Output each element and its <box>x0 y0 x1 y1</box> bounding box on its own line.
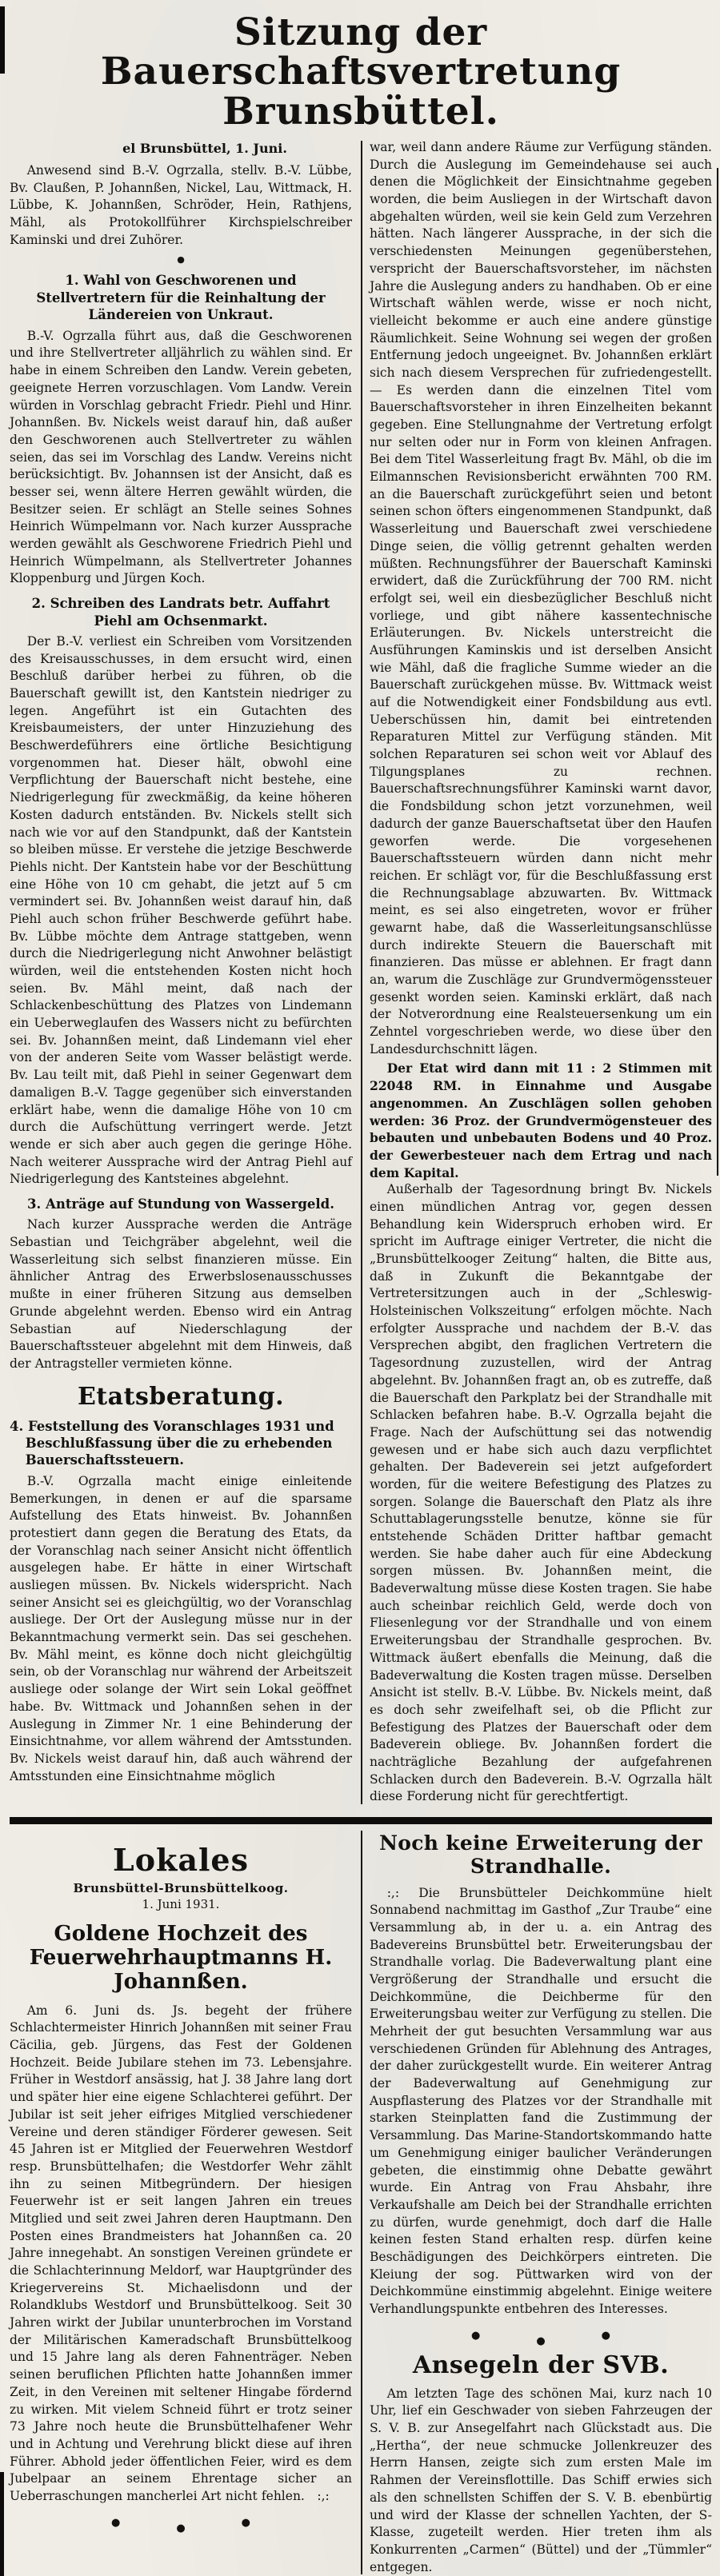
main-headline: Sitzung der Bauerschaftsvertretung Brunsbüttel. <box>100 10 622 134</box>
separator-dot: ● <box>241 2516 251 2529</box>
scan-artifact-left-top <box>0 6 5 74</box>
scan-artifact-left-bottom <box>0 2472 4 2576</box>
separator-dot: ● <box>536 2334 546 2347</box>
meeting-report-section <box>10 139 712 1806</box>
section-divider-rule <box>10 1817 712 1824</box>
lokales-heading: Lokales <box>112 1842 250 1879</box>
golden-wedding-headline: Goldene Hochzeit des Feuerwehrhauptmanns H. Johannßen. <box>29 1922 333 1994</box>
etat-continuation-paragraph: war, weil dann andere Räume zur Verfügung ständen. Durch die Auslegung im Gemeindehause sei auch denen die Möglichkeit der Einsichtnahme gegeben worden, die beim Ausliegen in der Wirtschaft davon abgehalten würden, weil sie kein Geld zum Verzehren hätten. Nach längerer Aussprache, in der sich die verschiedensten Meinungen gegenüberstehen, verspricht der Bauerschaftsvorsteher, im nächsten Jahre die Auslegung anders zu handhaben. Ob er eine Wirtschaft wählen werde, wisse er noch nicht, vielleicht bekomme er auch eine andere günstige Räumlichkeit. Seine Wohnung sei wegen der großen Entfernung jedoch ungeeignet. Bv. Johannßen erklärt sich nach diesem Versprechen für zufriedengestellt. — Es werden dann die einzelnen Titel vom Bauerschaftsvorsteher in ihren Einzelheiten bekannt gegeben. Eine Stellungnahme der Vertretung erfolgt nur selten oder nur in Form von kleinen Anfragen. Bei dem Titel Wasserleitung fragt Bv. Mähl, ob die im Eilmannschen Revisionsbericht erwähnten 700 RM. an die Bauerschaft zurückgeführt seien und betont seinen schon öfters eingenommenen Standpunkt, daß Wasserleitung und Bauerschaft zwei verschiedene Dinge seien, die völlig getrennt gehalten werden müßten. Rechnungsführer der Bauerschaft Kaminski erwidert, daß die Zurückführung der 700 RM. nicht erfolgt sei, weil ein diesbezüglicher Beschluß nicht vorliege, und gibt nähere kassentechnische Erläuterungen. Bv. Nickels unterstreicht die Ausführungen Kaminskis und ist derselben Ansicht wie Mähl, daß die fragliche Summe wieder an die Bauerschaft zurückgehen müsse. Bv. Wittmack weist auf die Notwendigkeit einer Fondsbildung aus evtl. Ueberschüssen hin, damit bei eintretenden Reparaturen Mittel zur Verfügung ständen. Mit solchen Reparaturen sei schon weit vor Ablauf des Tilgungsplanes zu rechnen. Bauerschaftsrechnungsführer Kaminski warnt davor, die Fondsbildung schon jetzt vorzunehmen, weil dadurch der ganze Bauerschaftsetat über den Haufen geworfen werde. Die vorgesehenen Bauerschaftssteuern würden dann nicht mehr reichen. Er schlägt vor, für die Beschlußfassung erst die Rechnungsablage abzuwarten. Bv. Wittmack meint, es sei also eingetreten, wovor er früher gewarnt habe, daß die Wasserleitungsanschlüsse durch indirekte Steuern die Bauerschaft mit finanzieren. Das müsse er ablehnen. Er fragt dann an, warum die Zuschläge zur Grundvermögenssteuer gesenkt worden seien. Kaminski erklärt, daß nach der Notverordnung eine Realsteuersenkung um ein Zehntel vorgeschrieben werde, wo diese über den Landesdurchschnitt lägen. <box>370 140 712 1056</box>
section-heading-3: 3. Anträge auf Stundung von Wassergeld. <box>27 1196 334 1212</box>
separator-dot: ● <box>176 2522 186 2534</box>
dots-separator <box>10 2516 352 2534</box>
misc-motions-paragraph: Außerhalb der Tagesordnung bringt Bv. Nickels einen mündlichen Antrag vor, gegen dessen Behandlung kein Widerspruch erhoben wird. Er spricht im Auftrage einiger Vertreter, die nicht die „Brunsbüttelkooger Zeitung“ halten, die Bitte aus, daß in Zukunft die Bekanntgabe der Vertretersitzungen auch in der „Schleswig-Holsteinischen Volkszeitung“ erfolgen möchte. Nach erfolgter Aussprache und nachdem der B.-V. das Versprechen abgibt, den fraglichen Vertretern die Tagesordnung zuzustellen, wird der Antrag abgelehnt. Bv. Johannßen fragt an, ob es zutreffe, daß die Bauerschaft den Parkplatz bei der Strandhalle mit Schlacken befahren habe. B.-V. Ogrzalla bejaht die Frage. Nach der Aufschüttung sei das notwendig gewesen und er habe sich auch dazu verpflichtet gehalten. Der Badeverein sei jetzt aufgefordert worden, für die weitere Befestigung des Platzes zu sorgen. Solange die Bauerschaft den Platz als ihre Schuttablagerungsstelle benutze, könne sie für entstehende Schäden Dritter haftbar gemacht werden. Sie habe daher auch für eine Abdeckung sorgen müssen. Bv. Johannßen meint, die Badeverwaltung müsse diese Kosten tragen. Sie habe auch scheinbar reichlich Geld, werde doch von Fliesenlegung vor der Strandhalle und von einem Erweiterungsbau der Strandhalle gesprochen. Bv. Wittmack äußert ebenfalls die Meinung, daß die Badeverwaltung die Kosten tragen müsse. Derselben Ansicht ist stellv. B.-V. Lübbe. Bv. Nickels meint, daß es doch sehr zweifelhaft sei, ob die Pflicht zur Befestigung des Platzes der Bauerschaft oder dem Badeverein obliege. Bv. Johannßen fordert die nachträgliche Bezahlung der aufgefahrenen Schlacken durch den Badeverein. B.-V. Ogrzalla hält diese Forderung nicht für gerechtfertigt. <box>370 1182 712 1804</box>
strandhalle-paragraph: :,: Die Brunsbütteler Deichkommüne hielt Sonnabend nachmittag im Gasthof „Zur Traube“ eine Versammlung ab, in der u. a. ein Antrag des Badevereins Brunsbüttel betr. Erweiterungsbau der Strandhalle vorlag. Die Badeverwaltung plant eine Vergrößerung der Strandhalle und ersucht die Deichkommüne, die Deichberme für den Erweiterungsbau weiter zur Verfügung zu stellen. Die Mehrheit der gut besuchten Versammlung war aus verschiedenen Gründen für Ablehnung des Antrages, der daher zurückgestellt wurde. Ein weiterer Antrag der Badeverwaltung auf Genehmigung zur Auspflasterung des Platzes vor der Strandhalle mit starken Steinplatten fand die Zustimmung der Versammlung. Das Marine-Standortskommando hatte um Genehmigung einiger baulicher Veränderungen gebeten, die einstimmig ohne Debatte gewährt wurde. Ein Antrag von Frau Ahsbahr, ihre Verkaufshalle am Deich bei der Strandhalle errichten zu dürfen, wurde genehmigt, doch darf die Halle keinen festen Stand erhalten resp. dürfen keine Beschädigungen des Deichkörpers eintreten. Die Kleiung der sog. Püttwarken wird von der Deichkommüne einstimmig abgelehnt. Einige weitere Verhandlungspunkte entbehren des Interesses. <box>370 1885 712 2317</box>
section-heading-2: 2. Schreiben des Landrats betr. Auffahrt Piehl am Ochsenmarkt. <box>31 596 330 629</box>
section-3-paragraph: Nach kurzer Aussprache werden die Anträge Sebastian und Teichgräber abgelehnt, weil die Wasserleitung sich selbst finanzieren müsse. Ein ähnlicher Antrag des Erwerbslosenausschusses mußte in einer früheren Sitzung aus demselben Grunde abgelehnt werden. Ebenso wird ein Antrag Sebastian auf Niederschlagung der Bauerschaftssteuer abgelehnt mit dem Hinweis, daß der Antragsteller vermieten könne. <box>10 1217 352 1371</box>
lokales-section <box>10 1829 712 2576</box>
lokales-date-line: 1. Juni 1931. <box>142 1897 220 1912</box>
strandhalle-headline: Noch keine Erweiterung der Strandhalle. <box>379 1831 702 1878</box>
separator-dot: ● <box>110 2516 121 2529</box>
etat-heading: Etatsberatung. <box>77 1382 285 1411</box>
ornament-star: ● <box>177 254 185 266</box>
attendance-paragraph: Anwesend sind B.-V. Ogrzalla, stellv. B.-V. Lübbe, Bv. Claußen, P. Johannßen, Nickel, Lau, Wittmack, H. Lübbe, K. Johannßen, Schröder, Hein, Rathjens, Mähl, als Protokollführer Kirchspielschreiber Kaminski und drei Zuhörer. <box>10 163 352 247</box>
lokales-place-line: Brunsbüttel-Brunsbüttelkoog. <box>73 1881 289 1896</box>
section-heading-4: 4. Feststellung des Voranschlages 1931 und Beschlußfassung über die zu erhebenden Bauerschaftssteuern. <box>10 1418 334 1468</box>
section-4-paragraph: B.-V. Ogrzalla macht einige einleitende Bemerkungen, in denen er auf die sparsame Aufstellung des Etats hinweist. Bv. Johannßen protestiert dann gegen die Beratung des Etats, da der Voranschlag nach seiner Ansicht nicht öffentlich ausgelegen habe. Er hätte in einer Wirtschaft ausliegen müssen. Bv. Nickels widerspricht. Nach seiner Ansicht sei es gleichgültig, wo der Voranschlag ausliege. Der Ort der Auslegung müsse nur in der Bekanntmachung vermerkt sein. Das sei geschehen. Bv. Mähl meint, es könne doch nicht gleichgültig sein, ob der Voranschlag nur während der Arbeitszeit ausliege oder solange der Wirt sein Lokal geöffnet habe. Bv. Wittmack und Johannßen sehen in der Auslegung in Zimmer Nr. 1 eine Behinderung der Einsichtnahme, vor allem während der Amtsstunden. Bv. Nickels weist darauf hin, daß auch während der Amtsstunden eine Einsichtnahme möglich <box>10 1473 352 1783</box>
page-edge-rule <box>717 168 718 1176</box>
bottom-left-column <box>10 1829 352 2576</box>
section-heading-1: 1. Wahl von Geschworenen und Stellvertretern für die Reinhaltung der Ländereien von Unkraut. <box>36 273 326 323</box>
section-2-paragraph: Der B.-V. verliest ein Schreiben vom Vorsitzenden des Kreisausschusses, in dem ersucht wird, einen Beschluß darüber herbei zu führen, ob die Bauerschaft gewillt ist, den Kantstein niedriger zu legen. Angeführt ist ein Gutachten des Kreisbaumeisters, der unter Hinzuziehung des Beschwerdeführers eine örtliche Besichtigung vorgenommen hat. Dieser hält, obwohl eine Verpflichtung der Bauerschaft nicht bestehe, eine Niedrigerlegung für zweckmäßig, da keine höheren Kosten dadurch entständen. Bv. Nickels stellt sich nach wie vor auf den Standpunkt, daß der Kantstein so bleiben müsse. Er verstehe die jetzige Beschwerde Piehls nicht. Der Kantstein habe vor der Beschüttung eine Höhe von 10 cm gehabt, die jetzt auf 5 cm vermindert sei. Bv. Johannßen weist darauf hin, daß Piehl auch schon früher Beschwerde geführt habe. Bv. Lübbe möchte dem Antrage stattgeben, wenn durch die Niedrigerlegung nicht Anwohner belästigt würden, weil die entstehenden Kosten nicht hoch seien. Bv. Mähl meint, daß nach der Schlackenbeschüttung des Platzes von Lindemann ein Ueberweglaufen des Wassers nicht zu befürchten sei. Bv. Johannßen meint, daß Lindemann viel eher von der anderen Seite vom Wasser belästigt werde. Bv. Lau teilt mit, daß Piehl in seiner Gegenwart dem damaligen B.-V. Tagge gegenüber sich einverstanden erklärt habe, wenn die damalige Höhe von 10 cm durch die Aufschüttung verringert werde. Jetzt wende er sich aber auch gegen die geringe Höhe. Nach weiterer Aussprache wird der Antrag Piehl auf Niedrigerlegung des Kantsteines abgelehnt. <box>10 633 352 1187</box>
separator-dot: ● <box>601 2329 611 2342</box>
golden-wedding-paragraph: Am 6. Juni ds. Js. begeht der frühere Schlachtermeister Hinrich Johannßen mit seiner Frau Cäcilia, geb. Jürgens, das Fest der Goldenen Hochzeit. Beide Jubilare stehen im 73. Lebensjahre. Früher in Westdorf ansässig, hat J. 38 Jahre lang dort und später hier eine eigene Schlachterei geführt. Der Jubilar ist seit jeher eifriges Mitglied verschiedener Vereine und deren ständiger Förderer gewesen. Seit 45 Jahren ist er Mitglied der Feuerwehren Westdorf resp. Brunsbüttelhafen; die Westdorfer Wehr zählt ihn zu seinen Mitbegründern. Der hiesigen Feuerwehr ist er seit langen Jahren ein treues Mitglied und seit zwei Jahren deren Hauptmann. Den Posten eines Brandmeisters hat Johannßen ca. 20 Jahre innegehabt. An sonstigen Vereinen gründete er die Schlachterinnung Meldorf, war Hauptgründer des Kriegervereins St. Michaelisdonn und der Rolandklubs Westdorf und Brunsbüttelkoog. Seit 30 Jahren wirkt der Jubilar ununterbrochen im Vorstand der Militärischen Kameradschaft Brunsbüttelkoog und 15 Jahre lang als deren Fahnenträger. Neben seinen beruflichen Pflichten hatte Johannßen immer Zeit, in den Vereinen mit seltener Hingabe fördernd zu wirken. Mit vielem Schneid führt er trotz seiner 73 Jahre noch heute die Brunsbüttelhafener Wehr und in Achtung und Verehrung blickt diese auf ihren Führer. Abhold jeder öffentlichen Feier, wird es dem Jubelpaar an seinem Ehrentage sicher an Ueberraschungen mancherlei Art nicht fehlen. :,: <box>10 2003 352 2503</box>
top-left-column <box>10 139 352 1806</box>
top-right-column <box>370 139 712 1806</box>
etat-resolution-paragraph: Der Etat wird dann mit 11 : 2 Stimmen mit 22048 RM. in Einnahme und Ausgabe angenommen. An Zuschlägen sollen gehoben werden: 36 Proz. der Grundvermögensteuer des bebauten und unbebauten Bodens und 40 Proz. der Gewerbesteuer nach dem Ertrag und nach dem Kapital. <box>370 1060 712 1180</box>
ansegeln-paragraph: Am letzten Tage des schönen Mai, kurz nach 10 Uhr, lief ein Geschwader von sieben Fahrzeugen der S. V. B. zur Ansegelfahrt nach Glückstadt aus. Die „Hertha“, der neue schmucke Jollenkreuzer des Herrn Hansen, zeigte sich zum ersten Male im Rahmen der Vereinsflottille. Das Schiff erwies sich als den schnellsten Schiffen der S. V. B. ebenbürtig und wird der Klasse der schnellen Yachten, der S-Klasse, zugeteilt werden. Hier treten ihm als Konkurrenten „Carmen“ (Büttel) und der „Tümmler“ entgegen. <box>370 2386 712 2574</box>
section-1-paragraph: B.-V. Ogrzalla führt aus, daß die Geschworenen und ihre Stellvertreter alljährlich zu wählen sind. Er habe in einem Schreiben den Landw. Verein gebeten, geeignete Herren vorzuschlagen. Vom Landw. Verein würden in Vorschlag gebracht Friedr. Piehl und Hinr. Johannßen. Bv. Nickels weist darauf hin, daß außer den Geschworenen auch Stellvertreter zu wählen seien, das sei im Vorschlag des Landw. Vereins nicht berücksichtigt. Bv. Johannsen ist der Ansicht, daß es besser sei, wenn ältere Herren gewählt würden, die Besitzer seien. Er schlägt an Stelle seines Sohnes Heinrich Wümpelmann vor. Nach kurzer Aussprache werden gewählt als Geschworene Friedrich Piehl und Heinrich Wümpelmann, als Stellvertreter Johannes Kloppenburg und Jürgen Koch. <box>10 328 352 586</box>
bottom-right-column <box>370 1829 712 2576</box>
dots-separator <box>370 2329 712 2347</box>
dateline: el Brunsbüttel, 1. Juni. <box>122 141 287 157</box>
ansegeln-headline: Ansegeln der SVB. <box>412 2350 670 2379</box>
separator-dot: ● <box>470 2329 481 2342</box>
